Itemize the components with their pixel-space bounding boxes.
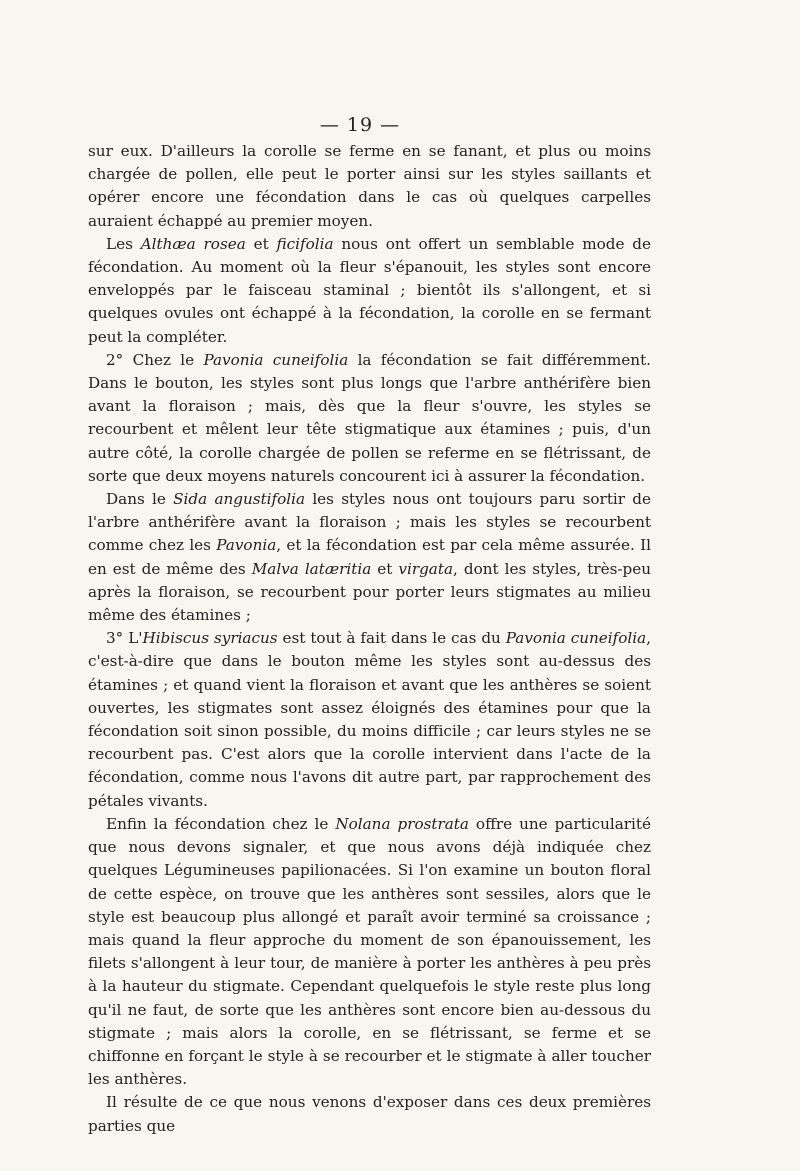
text-run: et — [371, 559, 399, 578]
text-run: est tout à fait dans le cas du — [277, 629, 506, 648]
text-run: la fécondation se fait différemment. Dans le bouton, les styles sont plus longs que l'arbre anthérifère bien avant la floraison ; mais, dès que la fleur s'ouvre, les styles se recourbent et mêlent leur tête stigmatique aux étamines ; puis, d'un autre côté, la corolle chargée de pollen se referme en se flétrissant, de sorte que deux moyens naturels concourent ici à assurer la fécondation. — [88, 350, 651, 485]
italic-term: Hibiscus syriacus — [142, 629, 278, 648]
text-run: 3° L' — [106, 629, 143, 648]
italic-term: Nolana prostrata — [335, 814, 469, 833]
text-run: nous ont offert un semblable mode de fécondation. Au moment où la fleur s'épanouit, les styles sont encore enveloppés par le faisceau staminal ; bientôt ils s'allongent, et si quelques ovules ont échappé à la fécondation, la corolle en se fermant peut la compléter. — [88, 234, 652, 346]
italic-term: Pavonia — [216, 536, 277, 555]
italic-term: Malva latæritia — [251, 559, 372, 578]
paragraph-p2 — [88, 233, 651, 349]
text-run: , dont les styles, très-peu après la floraison, se recourbent pour porter leurs stigmates au milieu même des étamines ; — [88, 559, 652, 625]
paragraph-p7 — [88, 1091, 651, 1137]
paragraph-p5 — [88, 627, 651, 813]
text-run: et — [245, 234, 277, 253]
italic-term: Pavonia cuneifolia — [203, 350, 349, 369]
text-run: Dans le — [106, 490, 174, 509]
paragraph-p3 — [88, 349, 651, 488]
paragraph-p6 — [88, 813, 651, 1091]
italic-term: Pavonia cuneifolia — [505, 629, 647, 648]
italic-term: Sida angustifolia — [173, 490, 306, 509]
text-run: sur eux. D'ailleurs la corolle se ferme en se fanant, et plus ou moins chargée de pollen, elle peut le porter ainsi sur les styles saillants et opérer encore une fécondation dans le cas où quelques carpelles auraient échappé au premier moyen. — [88, 142, 651, 230]
text-run: , c'est-à-dire que dans le bouton même les styles sont au-dessus des étamines ; et quand vient la floraison et avant que les anthères se soient ouvertes, les stigmates sont assez éloignés des étamines pour que la fécondation soit sinon possible, du moins difficile ; car leurs styles ne se recourbent pas. C'est alors que la corolle intervient dans l'acte de la fécondation, comme nous l'avons dit autre part, par rapprochement des pétales vivants. — [88, 629, 651, 810]
text-run: Les — [106, 234, 141, 253]
text-run: offre une particularité que nous devons signaler, et que nous avons déjà indiquée chez quelques Légumineuses papilionacées. Si l'on examine un bouton floral de cette espèce, on trouve que les anthères sont sessiles, alors que le style est beaucoup plus allongé et paraît avoir terminé sa croissance ; mais quand la fleur approche du moment de son épanouissement, les filets s'allongent à leur tour, de manière à porter les anthères à peu près à la hauteur du stigmate. Cependant quelquefois le style reste plus long qu'il ne faut, de sorte que les anthères sont encore bien au-dessous du stigmate ; mais alors la corolle, en se flétrissant, se ferme et se chiffonne en forçant le style à se recourber et le stigmate à aller toucher les anthères. — [88, 814, 651, 1089]
italic-term: Althæa rosea — [140, 234, 246, 253]
paragraph-p1 — [88, 140, 651, 233]
text-run: les styles nous ont toujours paru sortir de l'arbre anthérifère avant la floraison ; mais les styles se recourbent comme chez les — [88, 490, 651, 555]
body-text — [88, 140, 651, 1138]
italic-term: ficifolia — [276, 234, 334, 253]
text-run: 2° Chez le — [106, 350, 204, 369]
text-run: Il résulte de ce que nous venons d'exposer dans ces deux premières parties que — [88, 1093, 651, 1135]
italic-term: virgata — [398, 559, 454, 578]
paragraph-p4 — [88, 488, 651, 627]
text-run: Enfin la fécondation chez le — [106, 814, 336, 833]
page-number: — 19 — — [319, 114, 401, 136]
text-run: , et la fécondation est par cela même assurée. Il en est de même des — [88, 536, 651, 578]
